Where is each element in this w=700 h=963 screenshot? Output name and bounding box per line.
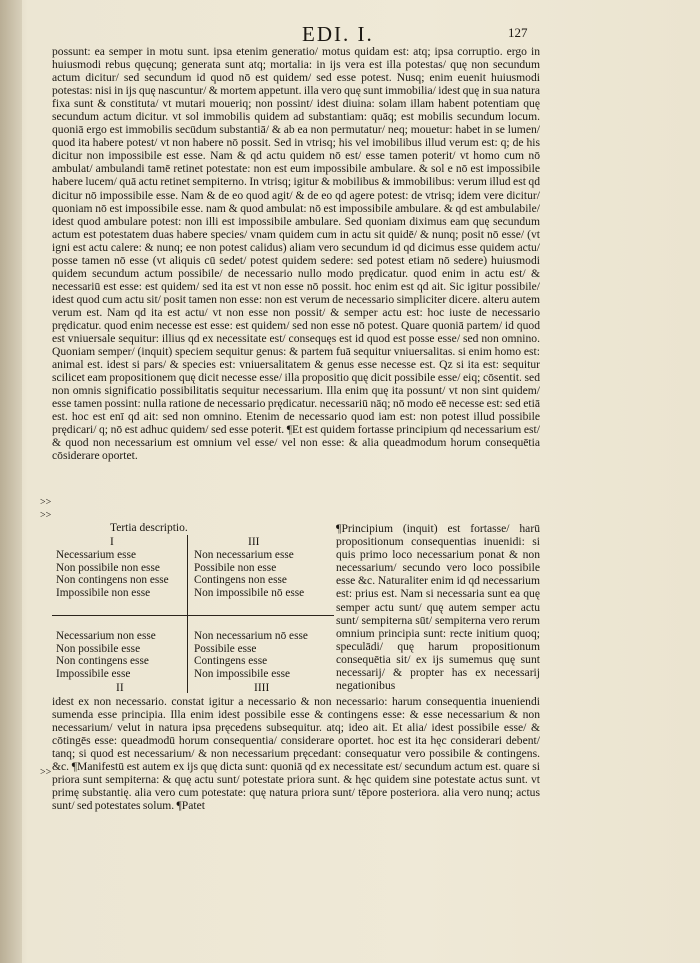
- quadrant-iiii-list: [194, 630, 308, 680]
- main-text-bottom: [52, 695, 540, 812]
- commentary-column: [336, 522, 540, 692]
- quadrant-line: Non possibile esse: [56, 642, 141, 655]
- commentary-paragraph: [336, 522, 540, 692]
- quadrant-line: Non impossibile nō esse: [194, 586, 305, 599]
- quadrant-line: Necessarium esse: [56, 549, 136, 561]
- margin-mark: >>: [40, 510, 52, 521]
- quadrant-line: Impossibile non esse: [56, 586, 151, 599]
- quadrant-iii-list: [194, 549, 304, 599]
- main-text-top: [52, 45, 540, 463]
- quadrant-i-list: [56, 549, 169, 599]
- quadrant-line: Non necessarium esse: [194, 549, 294, 561]
- square-of-opposition-table: [52, 522, 334, 700]
- quadrant-ii-list: [56, 630, 156, 680]
- quadrant-line: Non contingens non esse: [56, 574, 169, 587]
- running-head: EDI. I.: [302, 22, 374, 46]
- commentary-text: Principium (inquit) est fortasse/ harū propositionum consequentias inuenidi: si quis primo loco necessarium ponat & non necessarium/ secundo vero loco possibile esse &c. Naturaliter enim id qd necessarium est: prius est. Nam si necessaria sunt ea quę semper actu sunt/ quę autem semper actu sunt/ sempiterna sūt/ sempiterna vero rerum omnium principia sunt: recte initium quoq; speculādi/ quę harum propositionum consequētia sit/ ex ijs sumemus quę sunt necessarij/ & propter has ex necessarij negationibus: [336, 522, 540, 693]
- quadrant-line: Non possibile non esse: [56, 561, 160, 574]
- page-number: 127: [508, 25, 528, 40]
- quadrant-line: Impossibile esse: [56, 667, 131, 680]
- body-paragraph: idest ex non necessario. constat igitur a necessario & non necessario: harum consequentia inueniendi sumenda esse principia. Illa enim idest possibile esse & contingens esse: & esse necessarium & non necessarium/ velut in natura ipsa pręcedens subsequitur. atq; ideo ait. Et alia/ idest possibile esse/ & cōtingēs esse: queadmodū horum consequentia/ considerare oportet. hoc est ita hęc considerari debent/ tanq; si quod est necessarium/ & non necessarium pręcedant: consequatur vero possibile & contingens. &c. ¶Manifestū est autem ex ijs quę dicta sunt: quoniā qd ex necessitate est/ secundum actum est. quare si priora sunt sempiterna: & quę actu sunt/ potestate priora sunt. & hęc quidem sine potestate actus sunt. vt primę substantię. alia vero cum potestate: quę natura priora sunt/ tēpore posteriora. alia vero nunq; actus sunt/ sed potestates solum. ¶Patet: [52, 695, 540, 813]
- margin-mark: >>: [40, 767, 52, 778]
- quadrant-number: IIII: [254, 682, 270, 694]
- margin-mark: >>: [40, 497, 52, 508]
- quadrant-line: Non necessarium nō esse: [194, 630, 308, 642]
- quadrant-line: Non contingens esse: [56, 655, 149, 668]
- quadrant-line: Non impossibile esse: [194, 667, 291, 680]
- quadrant-number: II: [116, 682, 124, 694]
- page-gutter-shadow: [0, 0, 22, 963]
- quadrant-line: Contingens esse: [194, 655, 268, 668]
- quadrant-line: Contingens non esse: [194, 574, 287, 587]
- quadrant-line: Necessarium non esse: [56, 630, 156, 642]
- quadrant-number: III: [248, 536, 260, 548]
- table-vertical-rule: [187, 535, 188, 693]
- body-paragraph: possunt: ea semper in motu sunt. ipsa etenim generatio/ motus quidam est: atq; ipsa corruptio. ergo in huiusmodi rebus quęcunq; generata sunt atq; mortalia: in ijs vera est illa potestas/ quę non secundum actum dicitur/ sed secundum id quod nō est quidem/ sed esse potest. Nusq; enim euenit huiusmodi potestas: nisi in ijs quę nascuntur/ & mortem appetunt. illa vero quę sunt immobilia/ idest quę in sua natura fixa sunt & constituta/ vt mutari moueriq; non possint/ idest diuina: solam illam habent potentiam quę secundum actum dicitur. vt sol immobilis quidem ad substantiam: quāq; est mobilis secundum locum. quoniā ergo est immobilis secūdum substantiā/ & ab ea non permutatur/ neq; mouetur: habet in se lumen/ quod ita habere potest/ vt non habere nō possit. Sed in vtrisq; his vel imobilibus illud verum est: q; de his dicitur non impossibile est esse. Nam & qd actu quidem nō est/ esse tamen poterit/ vt homo cum nō ambulat/ ambulandi tamē retinet potestate: non est eum impossibile ambulare. & sol e nō est impossibile habere lucem/ quā actu retinet sempiterno. In vtrisq; igitur & mobilibus & immobilibus: verum illud est qd dicitur nō impossibile esse. Nam & de eo quod agit/ & de eo qd agere potest: de vtrisq; idem vere dicitur/ quoniam nō est impossibile esse. nam & quod ambulat: nō est impossibile ambulare. & qd est ambulabile/ idest quod ambulare potest: non illi est impossibile ambulare. Sed quoniam diximus eam quę secundum actum est potestatem duas habere species/ vnam quidem cum in actu sit quidē/ & nunq; posit nō esse/ (vt igni est actu calere: & nunq; ee non potest calidus) aliam vero secundum id qd dicimus esse quidem actu/ posse tamen nō esse (vt aliquis cū sedet/ potest quidem sedere: sed potest etiam nō sedere) huiusmodi quidem secundum actum possibile/ de necessario nullo modo prędicatur. quod enim in actu est/ & necessariū est esse: est quidem/ sed ita est vt non esse nō possit. hoc enim est qd ait. Sic igitur possibile/ idest quod cum actu sit/ posit tamen non esse: non est verum de necessario simpliciter dicere. alteru autem verum est. Nam qd ita est actu/ vt non esse non possit/ & semper actu est: hoc iuste de necessario prędicatur. quod enim necesse est esse: est quidem/ sed non esse nō potest. Quare quoniā partem/ id quod est vniuersale sequitur: illius qd ex necessitate est/ consequęs est id quod est posse esse/ sed non omnino. Quoniam semper/ (inquit) speciem sequitur genus: & partem fuā sequitur vniuersalitas. si enim homo est: animal est. idest si pars/ & species est: vniuersalitatem & genus esse necesse est. Qz si ita est: sequitur scilicet eam propositionem quę dicit necesse esse/ illa propositio quę dicit possibile esse/ eiq; cōsentit. sed non omnis significatio possibilitatis sequitur necessarium. Illa enim quę ita possunt/ vt non sint quidem/ esse tamen possint: nulla ratione de necessario prędicatur. necessariū nāq; nō modo eē necesse est: sed etiā est. hoc est enī qd ait: sed non omnino. Etenim de necessario quod iam est: non potest illud possibile prędicari/ q; nō est adhuc quidem/ sed esse poterit. ¶Et est quidem fortasse principium qd necessarium est/ & quod non necessarium est omnium vel esse/ vel non esse: & alia queadmodum horum consequētia cōsiderare oportet.: [52, 45, 540, 463]
- pilcrow-icon: ¶: [336, 521, 342, 535]
- table-horizontal-rule: [52, 615, 334, 616]
- quadrant-number: I: [110, 536, 114, 548]
- table-title: Tertia descriptio.: [110, 522, 188, 534]
- quadrant-line: Possibile non esse: [194, 561, 277, 574]
- quadrant-line: Possibile esse: [194, 642, 257, 655]
